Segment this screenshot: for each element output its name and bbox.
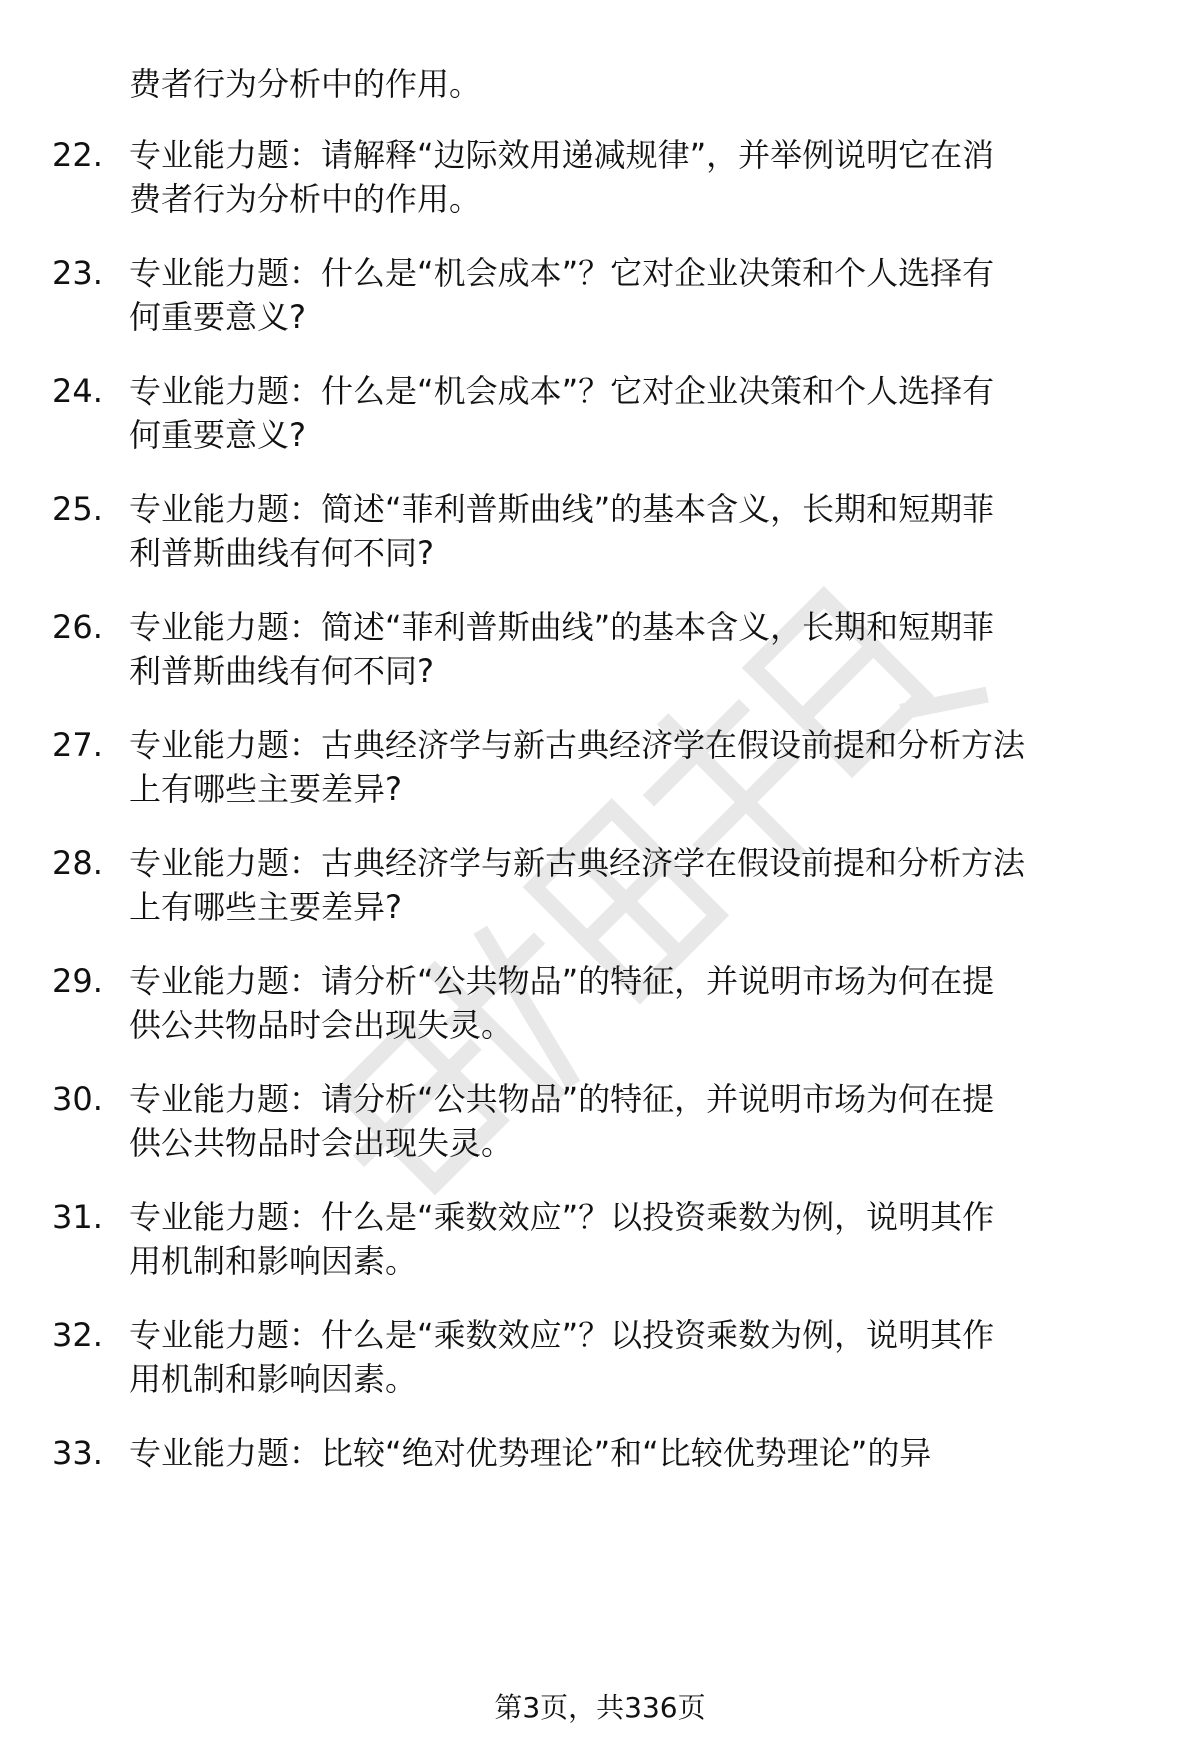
question-line: 专业能力题：什么是“机会成本”？它对企业决策和个人选择有 <box>129 254 995 292</box>
question-item <box>0 369 1200 465</box>
question-text <box>129 1431 1149 1475</box>
question-number: 32. <box>52 1316 103 1354</box>
question-item <box>0 133 1200 229</box>
question-line: 专业能力题：什么是“机会成本”？它对企业决策和个人选择有 <box>129 372 995 410</box>
question-line: 费者行为分析中的作用。 <box>129 180 482 218</box>
question-line: 专业能力题：请解释“边际效用递减规律”，并举例说明它在消 <box>129 136 995 174</box>
question-line: 利普斯曲线有何不同? <box>129 652 434 690</box>
question-text <box>129 1313 1149 1401</box>
question-number: 27. <box>52 726 103 764</box>
question-number: 26. <box>52 608 103 646</box>
question-line: 专业能力题：古典经济学与新古典经济学在假设前提和分析方法 <box>129 844 1026 882</box>
question-item <box>0 723 1200 819</box>
question-number: 28. <box>52 844 103 882</box>
question-text <box>129 723 1149 811</box>
question-text <box>129 369 1149 457</box>
question-line: 专业能力题：简述“菲利普斯曲线”的基本含义，长期和短期菲 <box>129 608 995 646</box>
question-line: 专业能力题：什么是“乘数效应”？以投资乘数为例，说明其作 <box>129 1316 995 1354</box>
question-number: 29. <box>52 962 103 1000</box>
question-line: 利普斯曲线有何不同? <box>129 534 434 572</box>
question-item <box>0 487 1200 583</box>
question-line: 上有哪些主要差异? <box>129 770 402 808</box>
question-line: 何重要意义? <box>129 298 306 336</box>
question-line: 上有哪些主要差异? <box>129 888 402 926</box>
question-item <box>0 959 1200 1055</box>
question-line: 专业能力题：请分析“公共物品”的特征，并说明市场为何在提 <box>129 1080 995 1118</box>
continued-line: 费者行为分析中的作用。 <box>129 65 482 103</box>
question-line: 专业能力题：古典经济学与新古典经济学在假设前提和分析方法 <box>129 726 1026 764</box>
question-number: 31. <box>52 1198 103 1236</box>
question-item <box>0 605 1200 701</box>
question-item <box>0 1195 1200 1291</box>
question-line: 用机制和影响因素。 <box>129 1242 418 1280</box>
question-number: 30. <box>52 1080 103 1118</box>
question-text <box>129 605 1149 693</box>
question-number: 25. <box>52 490 103 528</box>
question-line: 专业能力题：简述“菲利普斯曲线”的基本含义，长期和短期菲 <box>129 490 995 528</box>
question-line: 何重要意义? <box>129 416 306 454</box>
question-item <box>0 1077 1200 1173</box>
question-text <box>129 487 1149 575</box>
question-number: 24. <box>52 372 103 410</box>
question-item <box>0 841 1200 937</box>
question-number: 33. <box>52 1434 103 1472</box>
question-text <box>129 133 1149 221</box>
question-text <box>129 841 1149 929</box>
question-line: 用机制和影响因素。 <box>129 1360 418 1398</box>
question-item <box>0 251 1200 347</box>
question-text <box>129 1195 1149 1283</box>
question-line: 供公共物品时会出现失灵。 <box>129 1124 514 1162</box>
question-number: 22. <box>52 136 103 174</box>
page-footer: 第3页，共336页 <box>494 1691 706 1724</box>
question-number: 23. <box>52 254 103 292</box>
question-item <box>0 1431 1200 1527</box>
question-text <box>129 959 1149 1047</box>
question-line: 专业能力题：请分析“公共物品”的特征，并说明市场为何在提 <box>129 962 995 1000</box>
question-text <box>129 251 1149 339</box>
question-text <box>129 1077 1149 1165</box>
question-line: 专业能力题：什么是“乘数效应”？以投资乘数为例，说明其作 <box>129 1198 995 1236</box>
question-line: 供公共物品时会出现失灵。 <box>129 1006 514 1044</box>
question-line: 专业能力题：比较“绝对优势理论”和“比较优势理论”的异 <box>129 1434 932 1472</box>
question-item <box>0 1313 1200 1409</box>
